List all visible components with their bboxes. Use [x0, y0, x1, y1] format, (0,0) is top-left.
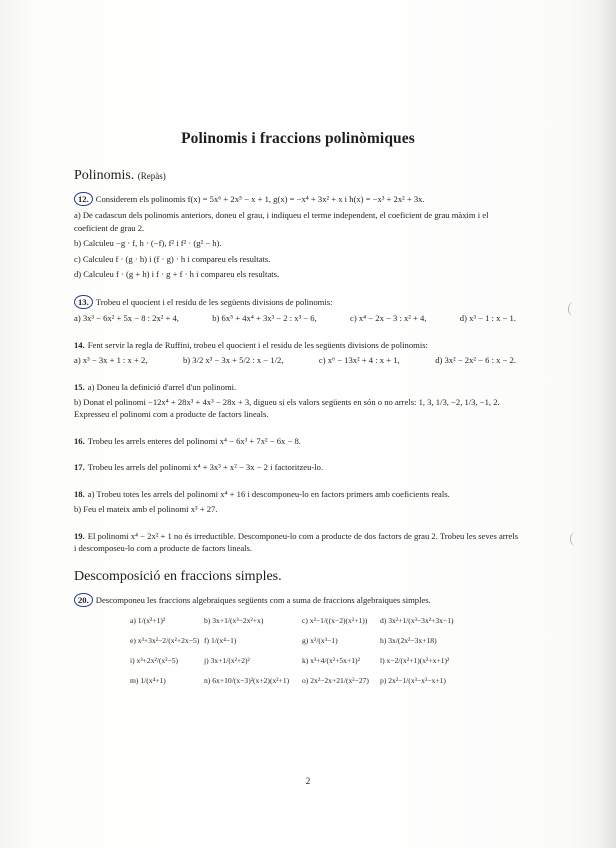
fraction-item: p) 2x²−1/(x³−x²−x+1): [380, 676, 446, 686]
list-item: d) x³ − 1 : x − 1.: [459, 313, 516, 324]
exercise-intro: Trobeu el quocient i el residu de les següents divisions de polinomis:: [95, 296, 333, 307]
exercise-part-b: b) Feu el mateix amb el polinomi x³ + 27.: [74, 504, 218, 515]
exercise-number: 20.: [74, 593, 93, 607]
exercise-part-a: a) Doneu la definició d'arrel d'un polinomi.: [87, 381, 237, 392]
exercise-number: 14.: [74, 339, 85, 350]
fraction-item: n) 6x+10/(x−3)²(x+2)(x²+1): [204, 676, 290, 686]
document-body: [74, 130, 522, 686]
exercise-13: [74, 295, 522, 325]
punch-hole: [568, 302, 579, 316]
fraction-item: c) x²−1/((x−2)(x²+1)): [302, 616, 368, 626]
section-heading-polinomis: Polinomis. (Repàs): [74, 168, 166, 183]
exercise-intro: Fent servir la regla de Ruffini, trobeu el quocient i el residu de les següents divisions de polinomis:: [87, 339, 428, 350]
list-item: a) x³ − 3x + 1 : x + 2,: [74, 355, 148, 366]
exercise-intro: Descomponeu les fraccions algebraiques següents com a suma de fraccions algebraiques simples.: [95, 594, 431, 605]
division-list: [74, 312, 522, 324]
fraction-item: o) 2x²−2x+21/(x²−27): [302, 676, 369, 686]
exercise-number: 13.: [74, 295, 93, 309]
exercise-number: 16.: [74, 435, 85, 446]
exercise-part-a: a) De cadascun dels polinomis anteriors, doneu el grau, i indiqueu el terme independent, el coeficient de grau màxim i el coeficient de grau 2.: [74, 210, 489, 233]
fraction-item: e) x³+3x²−2/(x²+2x−5): [130, 636, 200, 646]
fraction-item: d) 3x²+1/(x³−3x²+3x−1): [380, 616, 454, 626]
division-list: [74, 354, 522, 366]
exercise-number: 12.: [74, 192, 93, 206]
fractions-grid: [130, 615, 522, 686]
exercise-text: Trobeu les arrels del polinomi x⁴ + 3x³ + x² − 3x − 2 i factoritzeu-lo.: [87, 462, 324, 473]
exercise-19: [74, 530, 522, 555]
exercise-part-d: d) Calculeu f · (g + h) i f · g + f · h i compareu els resultats.: [74, 269, 280, 280]
fraction-item: g) x²/(x³−1): [302, 636, 338, 646]
fraction-item: i) x³+2x²/(x²−5): [130, 656, 179, 666]
exercise-18: [74, 488, 522, 516]
page-title: Polinomis i fraccions polinòmiques: [181, 130, 415, 147]
page-number: 2: [305, 776, 311, 786]
exercise-20: [74, 593, 522, 686]
section-note: (Repàs): [137, 171, 166, 181]
section-heading-descomposicio: Descomposició en fraccions simples.: [74, 568, 282, 584]
exercise-14: [74, 339, 522, 367]
exercise-part-b: b) Donat el polinomi −12x⁴ + 28x³ + 4x³ − 28x + 3, digueu si els valors següents en són o no arrels: 1, 3, 1/3, −2, 1/3, −1, 2. Expresseu el polinomi com a producte de factors lineals.: [74, 396, 500, 420]
fraction-item: f) 1/(x⁴−1): [204, 636, 237, 646]
fraction-item: b) 3x+1/(x³−2x²+x): [204, 616, 264, 626]
exercise-part-a: a) Trobeu totes les arrels del polinomi x⁴ + 16 i descomponeu-lo en factors primers amb coeficients reals.: [87, 488, 450, 499]
exercise-number: 19.: [74, 530, 85, 541]
exercise-intro: Considerem els polinomis f(x) = 5x⁶ + 2x⁵ − x + 1, g(x) = −x⁴ + 3x² + x i h(x) = −x³ + 2x² + 3x.: [95, 194, 425, 204]
exercise-part-b: b) Calculeu −g · f, h · (−f), f² i f² · (g² − h).: [74, 238, 222, 249]
exercise-number: 18.: [74, 488, 85, 499]
exercise-number: 17.: [74, 462, 85, 473]
exercise-text: El polinomi x⁴ − 2x² + 1 no és irreductible. Descomponeu-lo com a producte de dos factors de grau 2. Trobeu les seves arrels i descomposeu-lo com a producte de factors lineals.: [74, 530, 519, 554]
list-item: b) 3/2 x³ − 3x + 5/2 : x − 1/2,: [182, 355, 284, 366]
list-item: c) x⁴ − 2x − 3 : x² + 4,: [350, 313, 427, 324]
exercise-part-c: c) Calculeu f · (g · h) i (f · g) · h i compareu els resultats.: [74, 253, 271, 264]
fraction-item: l) x−2/(x²+1)(x²+x+1)²: [380, 656, 450, 666]
exercise-number: 15.: [74, 381, 85, 392]
fraction-item: a) 1/(x²+1)²: [130, 616, 166, 626]
fraction-item: k) x³+4/(x²+5x+1)²: [302, 656, 360, 666]
exercise-15: [74, 381, 522, 421]
fraction-item: j) 3x+1/(x²+2)²: [204, 656, 250, 666]
punch-hole: [570, 532, 581, 546]
fraction-item: h) 3x/(2x²−3x+18): [380, 636, 437, 646]
list-item: a) 3x³ − 6x² + 5x − 8 : 2x² + 4,: [74, 313, 179, 324]
list-item: d) 3x² − 2x² − 6 : x − 2.: [435, 355, 516, 366]
fraction-item: m) 1/(x⁴+1): [130, 676, 166, 686]
exercise-17: [74, 461, 522, 473]
exercise-16: [74, 435, 522, 447]
list-item: b) 6x⁵ + 4x⁴ + 3x³ − 2 : x³ − 6,: [212, 313, 317, 324]
page-edge-shadow: [598, 0, 616, 848]
list-item: c) x⁶ − 13x² + 4 : x + 1,: [318, 355, 400, 366]
exercise-12: [74, 192, 522, 281]
exercise-text: Trobeu les arrels enteres del polinomi x⁴ − 6x³ + 7x² − 6x − 8.: [87, 435, 301, 446]
